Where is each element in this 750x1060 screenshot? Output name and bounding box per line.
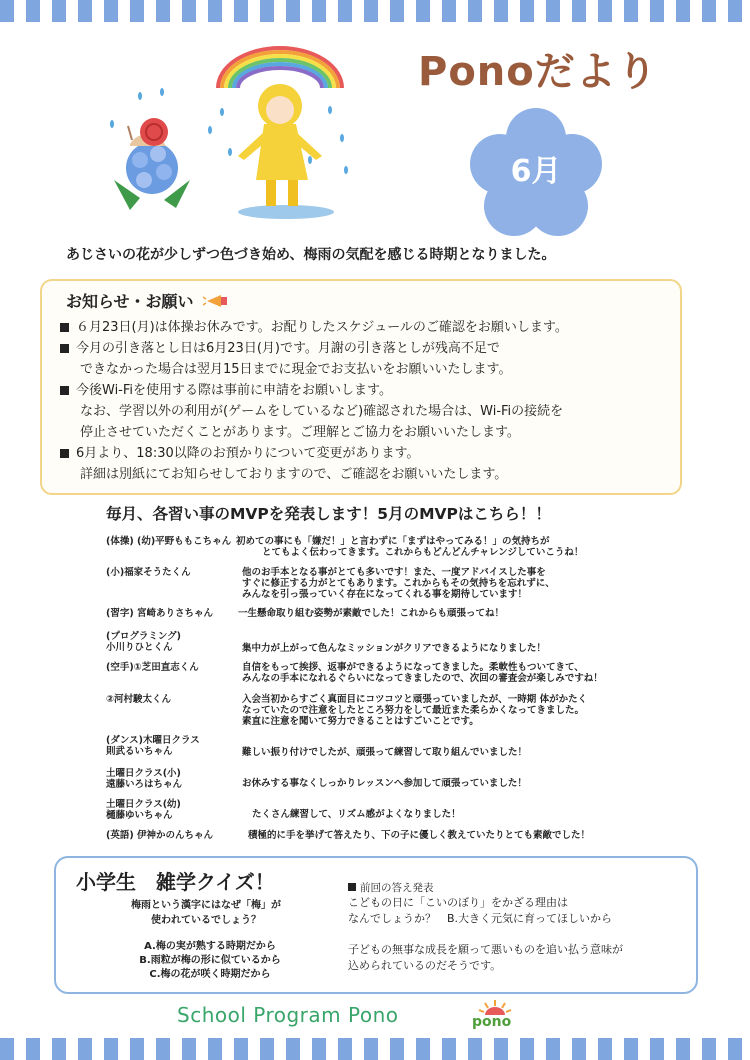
footer-program-name: School Program Pono [177,1003,399,1027]
raincoat-child-icon [238,84,334,219]
notice-box [40,279,682,495]
pono-logo-text: pono [472,1014,512,1030]
mvp-title: 毎月、各習い事のMVPを発表します！5月のMVPはこちら！！ [106,505,551,523]
rainy-season-illustration [100,40,360,225]
notice-item: ６月23日(月)は体操お休みです。お配りしたスケジュールのご確認をお願いします。 [60,317,670,338]
mvp-comment: 集中力が上がって色んなミッションがクリアできるようになりました！ [242,643,546,654]
notice-item: 今月の引き落とし日は6月23日(月)です。月謝の引き落としが残高不足で できなかった場合は翌月15日までに現金でお支払いをお願いいたします。 [60,338,670,380]
mvp-name: 土曜日クラス(小) 遠藤いろはちゃん [106,768,183,790]
quiz-question: 梅雨という漢字にはなぜ「梅」が 使われているでしょう？ [131,900,281,926]
mvp-comment: 難しい振り付けでしたが、頑張って練習して取り組んでいました！ [242,747,528,758]
notice-item: 今後Wi-Fiを使用する際は事前に申請をお願いします。 なお、学習以外の利用が(ゲームをしているなど)確認された場合は、Wi-Fiの接続を 停止させていただくことがあります。ご理解とご協力をお願いいたします。 [60,380,670,443]
bullet-square-icon [60,449,69,458]
bullet-square-icon [60,386,69,395]
bullet-square-icon [348,883,356,891]
notice-item: 6月より、18:30以降のお預かりについて変更があります。 詳細は別紙にてお知らせしておりますので、ご確認をお願いいたします。 [60,443,670,485]
mvp-comment: 他のお手本となる事がとても多いです！また、一度アドバイスした事を すぐに修正する力がとてもあります。これからもその気持ちを忘れずに、 みんなを引っ張っていく存在になってくれる事を期待しています！ [242,567,555,600]
quiz-option: B.雨粒が梅の形に似ているから [139,955,281,966]
rainbow-icon [218,48,342,88]
newsletter-title: Ponoだより [418,49,658,95]
intro-text: あじさいの花が少しずつ色づき始め、梅雨の気配を感じる時期となりました。 [66,247,556,263]
mvp-name: (体操) (幼)平野ももこちゃん [106,536,232,547]
mvp-name: (習字) 宮崎ありさちゃん [106,608,213,619]
mvp-comment: 入会当初からすごく真面目にコツコツと頑張っていましたが、一時期 体がかたく なっていたので注意をしたところ努力をして最近また柔らかくなってきました。 素直に注意を聞いて努力できることはすごいことです。 [242,694,588,727]
bottom-stripe-border [0,1038,750,1060]
snail-icon [128,118,168,146]
mvp-name: 土曜日クラス(幼) 樋藤ゆいちゃん [106,799,181,821]
quiz-options [110,940,310,982]
mvp-comment: お休みする事なくしっかりレッスンへ参加して頑張っていました！ [242,778,527,789]
quiz-title: 小学生 雑学クイズ！ [76,870,275,894]
mvp-comment: 自信をもって挨拶、返事ができるようになってきました。柔軟性もついてきて、 みんなの手本になれるぐらいになってきましたので、次回の審査会が楽しみですね！ [242,662,603,684]
mvp-comment: 積極的に手を挙げて答えたり、下の子に優しく教えていたりとても素敵でした！ [248,830,591,841]
mvp-name: (英語) 伊神かのんちゃん [106,830,213,841]
bullet-square-icon [60,344,69,353]
mvp-name: (小)福家そうたくん [106,567,191,578]
mvp-comment: 初めての事にも「嫌だ！」と言わずに「まずはやってみる！」の気持ちが とてもよく伝わってきます。これからもどんどんチャレンジしていこうね！ [236,536,584,558]
quiz-option: A.梅の実が熟する時期だから [144,941,276,952]
answer-title: 前回の答え発表 [348,880,434,895]
notice-list [60,317,670,485]
month-label: 6月 [510,154,562,189]
mvp-name: (空手)①芝田直志くん [106,662,199,673]
answer-explanation: 子どもの無事な成長を願って悪いものを追い払う意味が 込められているのだそうです。 [348,943,623,972]
bullet-square-icon [60,323,69,332]
mvp-comment: たくさん練習して、リズム感がよくなりました！ [252,809,461,820]
mvp-comment: 一生懸命取り組む姿勢が素敵でした！これからも頑張ってね！ [238,608,505,619]
megaphone-icon [203,293,233,309]
mvp-name: ②河村駿太くん [106,694,172,705]
answer-question: こどもの日に「こいのぼり」をかざる理由は なんでしょうか？ B.大きく元気に育ってほしいから [348,896,613,925]
notice-title: お知らせ・お願い [66,289,233,312]
mvp-name: (ダンス)木曜日クラス 則武るいちゃん [106,735,200,757]
hydrangea-icon [114,142,190,210]
quiz-box [54,856,698,994]
top-stripe-border [0,0,750,22]
quiz-option: C.梅の花が咲く時期だから [149,969,271,980]
mvp-name: (プログラミング) 小川りひとくん [106,631,181,653]
